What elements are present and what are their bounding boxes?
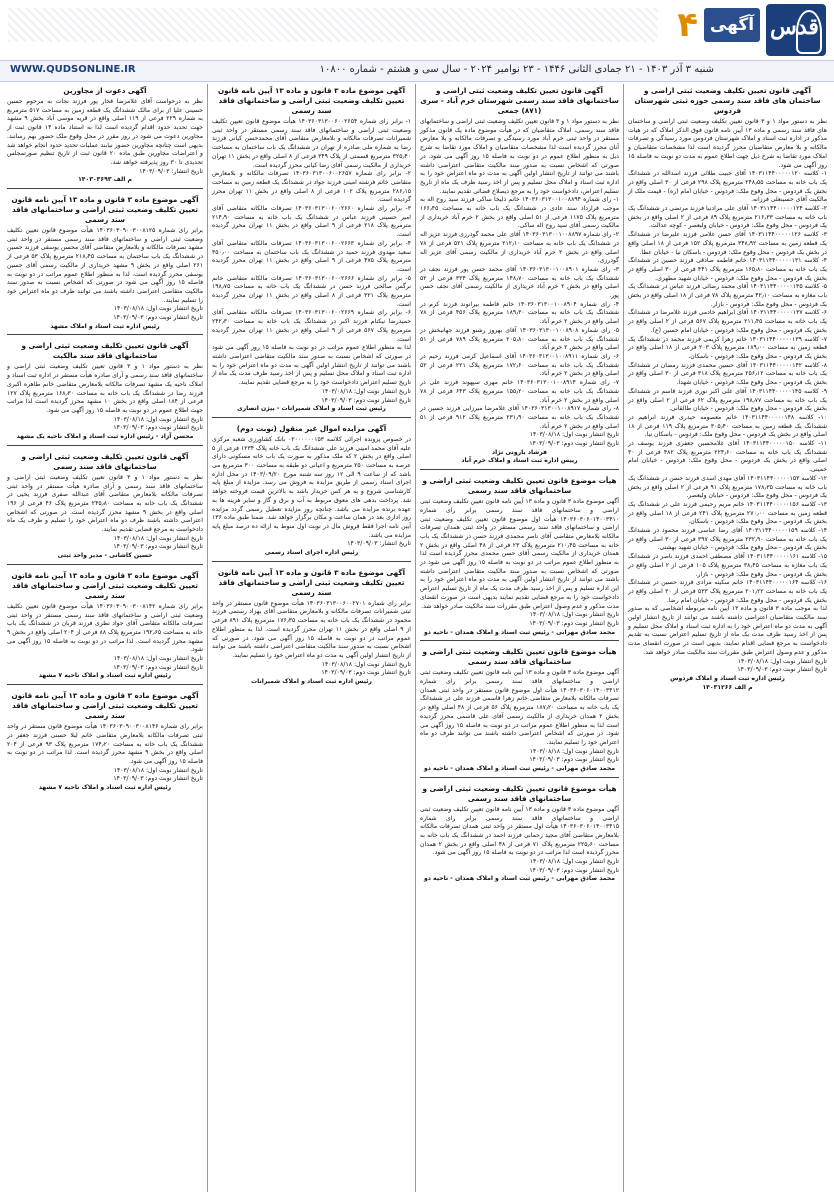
- notice-signature: رئیس اداره ثبت اسناد و املاک ناحیه ۷ مشهد: [38, 672, 172, 680]
- legal-notice: [212, 86, 411, 418]
- column-divider: [623, 84, 624, 1192]
- notice-title: آگهی موضوع ماده ۳ قانون و ماده ۱۳ آیین نامه قانون تعیین تکلیف وضعیت ثبتی اراضی و ساختمانهای فاقد سند رسمی: [11, 195, 199, 225]
- legal-notice: [420, 86, 619, 470]
- notice-separator: [7, 445, 203, 446]
- publication-dates: تاریخ انتشار نوبت اول: ۱۴۰۳/۰۸/۱۸ تاریخ انتشار نوبت دوم: ۱۴۰۳/۰۹/۰۳: [529, 431, 619, 448]
- notice-body: نظر به دستور مواد ۱ و ۳ قانون تعیین تکلیف وضعیت ثبتی اراضی و ساختمانهای فاقد سند رسمی و آرای صادره هیأت مستقر در اداره ثبت اسناد و املاک ناحیه یک مشهد تصرفات مالکانه بلامعارض متقاضی خانم طاهره اکبری فرزند رضا در ششدانگ یک باب خانه به مساحت ۱۶۸٫۳۰ مترمربع پلاک ۱۲۷ فرعی از ۱۸۴ اصلی واقع در بخش ۱۰ مشهد محرز گردیده است لذا مراتب جهت اطلاع عموم در دو نوبت به فاصله ۱۵ روز آگهی می شود.: [7, 363, 203, 414]
- publication-dates: تاریخ انتشار نوبت اول: ۱۴۰۳/۰۸/۱۸ تاریخ انتشار نوبت دوم: ۱۴۰۳/۰۹/۰۳: [113, 766, 203, 783]
- notice-title: آگهی قانون تعیین تکلیف وضعیت ثبتی اراضی و ساختمانهای فاقد سند رسمی: [21, 451, 189, 471]
- publication-dates: تاریخ انتشار نوبت اول: ۱۴۰۳/۰۸/۱۸ تاریخ انتشار نوبت دوم: ۱۴۰۳/۰۹/۰۳: [113, 415, 203, 432]
- notice-title: آگهی موضوع ماده ۳ قانون و ماده ۱۳ آیین نامه قانون تعیین تکلیف وضعیت ثبتی اراضی و ساختمانهای فاقد سند رسمی: [11, 570, 199, 600]
- notice-separator: [420, 777, 619, 778]
- publication-dates: تاریخ انتشار: ۱۴۰۳/۰۹/۰۳: [347, 540, 411, 548]
- notice-body: ۱- برابر رای شماره ۱۴۰۳۶۰۳۱۳۰۰۶۰۰۲۶۵۴ هیأت موضوع قانون تعیین تکلیف وضعیت ثبتی اراضی و ساختمانهای فاقد سند رسمی مستقر در واحد ثبتی شمیرانات تصرفات مالکانه و بلامعارض متقاضی آقای محمدحسن کیانی فرزند رضا به شماره ملی صادره از تهران در ششدانگ یک باب ساختمان به مساحت ۳۲۵٫۴۰ مترمربع قسمتی از پلاک ۳۴۹ فرعی از ۸ اصلی واقع در بخش ۱۱ تهران خریداری از مالکیت رسمی آقای رضا کیانی محرز گردیده است. ۲- برابر رای شماره ۱۴۰۳۶۰۳۱۳۰۰۶۰۰۲۶۵۷ تصرفات مالکانه و بلامعارض متقاضی خانم فرشته امینی فرزند جواد در ششدانگ یک قطعه زمین به مساحت ۲۸۶٫۱۵ مترمربع پلاک ۱۰۲ فرعی از ۸ اصلی واقع در بخش ۱۱ تهران محرز گردیده است. ۳- برابر رای شماره ۱۴۰۳۶۰۳۱۳۰۰۶۰۰۲۶۶۰ تصرفات مالکانه متقاضی آقای امیر حسینی فرزند عباس در ششدانگ یک باب خانه به مساحت ۲۱۴٫۹۰ مترمربع پلاک ۲۱۸ فرعی از ۹ اصلی واقع در بخش ۱۱ تهران محرز گردیده است. ۴- برابر رای شماره ۱۴۰۳۶۰۳۱۳۰۰۶۰۰۲۶۶۳ تصرفات مالکانه متقاضی آقای سعید مهدوی فرزند حمید در ششدانگ یک باب ساختمان به مساحت ۳۵۰٫۰۰ مترمربع پلاک ۴۷۵ فرعی از ۹ اصلی واقع در بخش ۱۱ تهران محرز گردیده است. ۵- برابر رای شماره ۱۴۰۳۶۰۳۱۳۰۰۶۰۰۲۶۶۶ تصرفات مالکانه متقاضی خانم نرگس صالحی فرزند حسن در ششدانگ یک باب خانه به مساحت ۱۹۸٫۷۵ مترمربع پلاک ۳۲۱ فرعی از ۸ اصلی واقع در بخش ۱۱ تهران محرز گردیده است. ۶- برابر رای شماره ۱۴۰۳۶۰۳۱۳۰۰۶۰۰۲۶۶۹ تصرفات مالکانه متقاضی آقای حمیدرضا نیکنام فرزند اکبر در ششدانگ یک باب خانه به مساحت ۲۴۲٫۳۰ مترمربع پلاک ۵۶۷ فرعی از ۹ اصلی واقع در بخش ۱۱ تهران محرز گردیده است. لذا به منظور اطلاع عموم مراتب در دو نوبت به فاصله ۱۵ روز آگهی می شود در صورتی که اشخاص نسبت به صدور سند مالکیت متقاضی اعتراضی داشته باشند می توانند از تاریخ انتشار اولین آگهی به مدت دو ماه اعتراض خود را به اداره ثبت اسناد و املاک محل تسلیم و پس از اخذ رسید ظرف مدت یک ماه از تاریخ تسلیم اعتراض دادخواست خود را به مرجع قضایی تقدیم نمایند.: [212, 118, 412, 387]
- notice-signature: محمد صادق مهرابی - رئیس ثبت اسناد و املاک همدان - ناحیه دو: [424, 875, 615, 883]
- quds-logo: [766, 4, 826, 56]
- notice-signature: رئیس اداره ثبت اسناد و املاک شمیرانات: [251, 678, 372, 686]
- notice-signature: فرشاد بارونی نژاد رییس اداره ثبت اسناد و املاک خرم آباد: [461, 448, 578, 465]
- notice-body: آگهی موضوع ماده ۳ قانون و ماده ۱۳ آیین نامه قانون تعیین تکلیف وضعیت ثبتی اراضی و ساختمانهای فاقد سند رسمی برابر رای شماره ۱۴۰۳۶۰۳۰۶۰۱۴۰۰۳۴۱۲ هیأت اول موضوع قانون مستقر در واحد ثبتی همدان تصرفات مالکانه بلامعارض متقاضی خانم زهرا قاسمی فرزند علی در ششدانگ یک باب خانه به مساحت ۱۸۷٫۲۰ مترمربع پلاک ۵۶ فرعی از ۴۸ اصلی واقع در بخش ۲ همدان خریداری از مالکیت رسمی آقای علی قاسمی محرز گردیده است لذا به منظور اطلاع عموم مراتب در دو نوبت به فاصله ۱۵ روز آگهی می شود. در صورتی که اشخاص اعتراضی داشته باشند می توانند ظرف دو ماه اعتراض خود را تسلیم نمایند.: [420, 669, 619, 746]
- notice-title: هیأت موضوع قانون تعیین تکلیف وضعیت ثبتی اراضی و ساختمانهای فاقد سند رسمی: [422, 476, 617, 496]
- notice-signature: رئیس اداره ثبت اسناد و املاک فردوس م الف ۱۴۰۳۱۲۶۶: [670, 675, 785, 691]
- notice-title: آگهی دعوت از مجاورین: [63, 86, 147, 95]
- publication-dates: تاریخ انتشار نوبت اول: ۱۴۰۳/۰۸/۱۸ تاریخ انتشار نوبت دوم: ۱۴۰۳/۰۹/۰۳: [113, 305, 203, 322]
- publication-dates: تاریخ انتشار نوبت اول: ۱۴۰۳/۰۸/۱۸ تاریخ انتشار نوبت دوم: ۱۴۰۳/۰۹/۰۳: [529, 747, 619, 764]
- publication-dates: تاریخ انتشار نوبت اول: ۱۴۰۳/۰۸/۱۸ تاریخ انتشار نوبت دوم: ۱۴۰۳/۰۹/۰۳: [321, 660, 411, 677]
- notice-column-2: [417, 84, 622, 1192]
- notice-signature: رئیس ثبت اسناد و املاک شمیرانات - بیژن انصاری: [237, 405, 386, 413]
- notice-body: در خصوص پرونده اجرائی کلاسه ۰۲۰۰۰۰۰۰۱۵۳ بانک کشاورزی شعبه مرکزی علیه آقای محمد امینی فرزند علی ششدانگ یک باب خانه پلاک ۱۲۳۴ فرعی از ۵ اصلی واقع در بخش ۲ که ملک مذکور به صورت یک باب خانه مسکونی دارای عرصه به مساحت ۲۵۰ مترمربع و اعیانی دو طبقه به مساحت ۳۰۰ مترمربع می باشد که از ساعت ۹ الی ۱۲ روز سه شنبه مورخ ۱۴۰۳/۰۹/۲۰ در محل اداره اجرای اسناد رسمی از طریق مزایده به فروش می رسد. مزایده از مبلغ پایه کارشناسی شروع و به هر کس خریدار باشد به بالاترین قیمت فروخته خواهد شد. پرداخت بدهی های معوق مربوط به آب و برق و گاز و سایر هزینه ها به عهده برنده مزایده می باشد. چنانچه روز مزایده تعطیل رسمی گردد مزایده روز اداری بعد در همان ساعت و مکان برگزار خواهد شد. ضمنا طبق ماده ۱۳۶ آیین نامه اجرا فقط فروش مال در نوبت اول منوط به ارائه ده درصد مبلغ پایه مزایده می باشد.: [212, 435, 411, 539]
- notice-separator: [212, 417, 411, 418]
- notice-body: نظر به دستور مواد ۱ و ۳ قانون تعیین تکلیف وضعیت ثبتی اراضی و ساختمان های فاقد سند رسمی و ماده ۱۳ آیین نامه قانون فوق الذکر املاک که در هیات مذکور در اداره ثبت اسناد و املاک شهرستان فردوس مورد رسیدگی و تصرفات مالکانه و بلا معارض متقاضیان محرز گردیده است لذا مشخصات متقاضیان و املاک مورد تقاضا به شرح ذیل جهت اطلاع عموم به مدت دو نوبت به فاصله ۱۵ روز آگهی می شود. ۱- کلاسه ۱۴۰۳۱۱۴۴۰۰۰۰۰۱۲۰ آقای حبیب طلائی فرزند اسدالله در ششدانگ یک باب خانه به مساحت ۲۴۸٫۵۵ مترمربع پلاک ۲۹۸ فرعی از ۳۰ اصلی واقع در بخش یک فردوس - محل وقوع ملک: فردوس - خیابان امام (ره) - قیمت ملک از مالکیت آقای حسینعلی فرزانه. ۲- کلاسه ۱۴۰۳۱۱۴۴۰۰۰۰۰۱۲۴ آقای علی مرادنیا فرزند مرتضی در ششدانگ یک باب خانه به مساحت ۲۱۶٫۳۳ مترمربع پلاک ۸۹ فرعی از ۲ اصلی واقع در بخش یک فردوس - محل وقوع ملک: فردوس - خیابان ولیعصر - کوچه عدالت. ۳- کلاسه ۱۴۰۳۱۱۴۴۰۰۰۰۰۱۲۶ آقای حسن غلامی فرزند علیرضا در ششدانگ یک قطعه زمین به مساحت ۳۴۸٫۹۲ مترمربع پلاک ۱۵۲ فرعی از ۱۸ اصلی واقع در بخش یک فردوس - محل وقوع ملک: فردوس - باسکان نیا - خیابان عطا. ۴- کلاسه ۱۴۰۳۱۱۴۴۰۰۰۰۰۱۳۱ خانم فاطمه صادقی فرزند حسین در ششدانگ یک باب خانه به مساحت ۱۶۵٫۸۰ مترمربع پلاک ۴۴۱ فرعی از ۳۰ اصلی واقع در بخش یک فردوس - محل وقوع ملک: فردوس - خیابان شهید مطهری. ۵- کلاسه ۱۴۰۳۱۱۴۴۰۰۰۰۰۱۳۵ آقای محمد رضائی فرزند عباس در ششدانگ یک باب مغازه به مساحت ۴۲٫۱۰ مترمربع پلاک ۷۸ فرعی از ۱۸ اصلی واقع در بخش یک فردوس - محل وقوع ملک: فردوس - بازار. ۶- کلاسه ۱۴۰۳۱۱۴۴۰۰۰۰۰۱۳۷ آقای ابراهیم خادمی فرزند غلامرضا در ششدانگ یک باب خانه به مساحت ۲۱۱٫۴۵ مترمربع پلاک ۵۶۷ فرعی از ۲ اصلی واقع در بخش یک فردوس - محل وقوع ملک: فردوس - خیابان امام حسین (ع). ۷- کلاسه ۱۴۰۳۱۱۴۴۰۰۰۰۰۱۳۹ خانم زهرا کریمی فرزند محمد در ششدانگ یک قطعه زمین به مساحت ۱۸۹٫۰۰ مترمربع پلاک ۲۰۳ فرعی از ۱۸ اصلی واقع در بخش یک فردوس - محل وقوع ملک: فردوس - باسکان. ۸- کلاسه ۱۴۰۳۱۱۴۴۰۰۰۰۰۱۴۲ آقای حسین محمدی فرزند رمضان در ششدانگ یک باب خانه به مساحت ۲۵۶٫۱۲ مترمربع پلاک ۳۱۸ فرعی از ۳۰ اصلی واقع در بخش یک فردوس - محل وقوع ملک: فردوس - خیابان شهدا. ۹- کلاسه ۱۴۰۳۱۱۴۴۰۰۰۰۰۱۴۵ آقای علی اکبر نوری فرزند قاسم در ششدانگ یک باب خانه به مساحت ۱۹۸٫۷۷ مترمربع پلاک ۶۲ فرعی از ۲ اصلی واقع در بخش یک فردوس - محل وقوع ملک: فردوس - خیابان طالقانی. ۱۰- کلاسه ۱۴۰۳۱۱۴۴۰۰۰۰۰۱۴۸ خانم معصومه حیدری فرزند ابراهیم در ششدانگ یک قطعه زمین به مساحت ۳۰۵٫۴۰ مترمربع پلاک ۱۱۹ فرعی از ۱۸ اصلی واقع در بخش یک فردوس - محل وقوع ملک: فردوس - باسکان نیا. ۱۱- کلاسه ۱۴۰۳۱۱۴۴۰۰۰۰۰۱۵۰ آقای غلامحسین جعفری فرزند یوسف در ششدانگ یک باب خانه به مساحت ۲۲۴٫۶۰ مترمربع پلاک ۴۸۲ فرعی از ۳۰ اصلی واقع در بخش یک فردوس - محل وقوع ملک: فردوس - خیابان امام خمینی. ۱۲- کلاسه ۱۴۰۳۱۱۴۴۰۰۰۰۰۱۵۳ آقای مهدی اسدی فرزند حسن در ششدانگ یک باب خانه به مساحت ۱۷۸٫۳۵ مترمربع پلاک ۹۱ فرعی از ۲ اصلی واقع در بخش یک فردوس - محل وقوع ملک: فردوس - خیابان ولیعصر. ۱۳- کلاسه ۱۴۰۳۱۱۴۴۰۰۰۰۰۱۵۶ خانم مریم رحیمی فرزند علی در ششدانگ یک قطعه زمین به مساحت ۲۷۰٫۰۰ مترمربع پلاک ۲۴۱ فرعی از ۱۸ اصلی واقع در بخش یک فردوس - محل وقوع ملک: فردوس - باسکان. ۱۴- کلاسه ۱۴۰۳۱۱۴۴۰۰۰۰۰۱۵۹ آقای رضا عباسی فرزند محمود در ششدانگ یک باب خانه به مساحت ۲۳۲٫۹۰ مترمربع پلاک ۳۹۷ فرعی از ۳۰ اصلی واقع در بخش یک فردوس - محل وقوع ملک: فردوس - خیابان شهید بهشتی. ۱۵- کلاسه ۱۴۰۳۱۱۴۴۰۰۰۰۰۱۶۱ آقای مصطفی احمدی فرزند ناصر در ششدانگ یک باب مغازه به مساحت ۳۸٫۴۵ مترمربع پلاک ۱۰۵ فرعی از ۲ اصلی واقع در بخش یک فردوس - محل وقوع ملک: فردوس - بازار. ۱۶- کلاسه ۱۴۰۳۱۱۴۴۰۰۰۰۰۱۶۴ خانم سکینه مرادی فرزند حسین در ششدانگ یک باب خانه به مساحت ۲۰۱٫۲۲ مترمربع پلاک ۵۳۳ فرعی از ۳۰ اصلی واقع در بخش یک فردوس - محل وقوع ملک: فردوس - خیابان امام رضا. لذا به موجب ماده ۳ قانون و ماده ۱۳ آیین نامه مربوطه اشخاصی که به صدور سند مالکیت متقاضیان اعتراضی داشته باشند می توانند از تاریخ انتشار اولین آگهی به مدت دو ماه اعتراض خود را به اداره ثبت اسناد و املاک محل تسلیم و پس از اخذ رسید ظرف مدت یک ماه از تاریخ تسلیم اعتراض نسبت به تقدیم دادخواست به مرجع قضایی اقدام نمایند. بدیهی است در صورت انقضای مدت مذکور و عدم وصول اعتراض طبق مقررات سند مالکیت صادر خواهد شد.: [628, 118, 828, 656]
- publication-dates: تاریخ انتشار نوبت اول: ۱۴۰۳/۰۸/۱۸ تاریخ انتشار نوبت دوم: ۱۴۰۳/۰۹/۰۳: [529, 611, 619, 627]
- notice-body: برابر رای شماره ۱۴۰۳۶۰۳۰۹۰۰۳۰۰۸۱۲۵ هیأت موضوع قانون تعیین تکلیف وضعیت ثبتی اراضی و ساختمانهای فاقد سند رسمی مستقر در واحد ثبتی مشهد تصرفات مالکانه و بلامعارض متقاضی آقای محسن یوسفی فرزند حسین در ششدانگ یک باب ساختمان به مساحت ۲۱۸٫۴۵ مترمربع پلاک ۵۳ فرعی از ۲۶۱ اصلی واقع در بخش ۹ مشهد خریداری از مالکیت رسمی آقای حسین یوسفی محرز گردیده است. لذا به منظور اطلاع عموم مراتب در دو نوبت به فاصله ۱۵ روز آگهی می شود در صورتی که اشخاص نسبت به صدور سند مالکیت متقاضی اعتراضی داشته باشند می توانند ظرف دو ماه اعتراض خود را تسلیم نمایند.: [7, 227, 204, 304]
- notice-body: آگهی موضوع ماده ۳ قانون و ماده ۱۳ آیین نامه قانون تعیین تکلیف وضعیت ثبتی اراضی و ساختمانهای فاقد سند رسمی برابر رای شماره ۱۴۰۳۶۰۳۰۶۰۱۴۰۰۳۴۱۰ هیأت اول موضوع قانون تعیین تکلیف وضعیت ثبتی اراضی و ساختمانهای فاقد سند رسمی مستقر در واحد ثبتی همدان تصرفات مالکانه بلامعارض متقاضی آقای ناصر محمدی فرزند حسن در ششدانگ یک باب خانه به مساحت ۲۱۰٫۴۵ مترمربع پلاک ۲۳ فرعی از ۴۸ اصلی واقع در بخش ۲ همدان خریداری از مالکیت رسمی آقای حسن محمدی محرز گردیده است لذا به منظور اطلاع عموم مراتب در دو نوبت به فاصله ۱۵ روز آگهی می شود در صورتی که اشخاص نسبت به صدور سند مالکیت متقاضی اعتراضی داشته باشند می توانند از تاریخ انتشار اولین آگهی به مدت دو ماه اعتراض خود را به این اداره تسلیم و پس از اخذ رسید ظرف مدت یک ماه از تاریخ تسلیم اعتراض دادخواست خود را به مرجع قضایی تقدیم نمایند بدیهی است در صورت انقضای مدت مذکور و عدم وصول اعتراض طبق مقررات سند مالکیت صادر خواهد شد.: [420, 498, 620, 610]
- notice-title: آگهی قانون تعیین تکلیف وضعیت ثبتی اراضی و ساختمانهای فاقد سند رسمی شهرستان خرم آباد - سری (۸۷۱) جمعی: [420, 86, 619, 115]
- notice-column-1: [625, 84, 830, 1192]
- notice-signature: رئیس اداره ثبت اسناد و املاک ناحیه ۷ مشهد: [38, 784, 172, 792]
- legal-notice: [7, 691, 203, 793]
- legal-notice: [7, 571, 203, 685]
- notice-title: آگهی قانون تعیین تکلیف وضعیت ثبتی اراضی و ساختمان های فاقد سند رسمی حوزه ثبتی شهرستان فردوس: [634, 86, 821, 115]
- dateline-bar: [0, 60, 834, 82]
- notice-title: آگهی قانون تعیین تکلیف وضعیت ثبتی اراضی و ساختمانهای فاقد سند مالکیت: [21, 341, 189, 361]
- notice-title: آگهی موضوع ماده ۳ قانون و ماده ۱۳ آیین نامه قانون تعیین تکلیف وضعیت ثبتی اراضی و ساختمانهای فاقد سند رسمی: [217, 567, 406, 597]
- legal-notice: [420, 784, 619, 884]
- legal-notice: [212, 568, 411, 687]
- notice-separator: [420, 469, 619, 470]
- notice-body: نظر به دستور مواد ۱ و ۳ قانون تعیین تکلیف وضعیت ثبتی اراضی و ساختمانهای فاقد سند رسمی و آرای صادره هیأت مستقر در واحد ثبتی تصرفات مالکانه بلامعارض متقاضی آقای عبدالله صفری فرزند یحیی در ششدانگ یک باب خانه به مساحت ۲۴۵٫۸۰ مترمربع پلاک ۴۶ فرعی از ۱۹۶ اصلی واقع در بخش ۹ مشهد محرز گردیده است. در صورتی که اشخاص اعتراضی داشته باشند ظرف دو ماه اعتراض خود را تسلیم و ظرف یک ماه دادخواست به مرجع قضایی تقدیم نمایند.: [7, 473, 203, 534]
- notice-title: آگهی موضوع ماده ۳ قانون و ماده ۱۳ آیین نامه قانون تعیین تکلیف وضعیت ثبتی اراضی و ساختمانهای فاقد سند رسمی: [217, 86, 406, 115]
- notice-title: هیأت موضوع قانون تعیین تکلیف وضعیت ثبتی اراضی و ساختمانهای فاقد سند رسمی: [422, 783, 617, 803]
- website-link[interactable]: WWW.QUDSONLINE.IR: [10, 64, 136, 75]
- notice-title: هیأت موضوع قانون تعیین تکلیف وضعیت ثبتی اراضی و ساختمانهای فاقد سند رسمی: [422, 647, 617, 667]
- publication-dates: تاریخ انتشار نوبت اول: ۱۴۰۳/۰۸/۱۸ تاریخ انتشار نوبت دوم: ۱۴۰۳/۰۹/۰۳: [113, 534, 203, 551]
- notice-body: برابر رای شماره ۱۴۰۳۶۰۳۰۹۰۰۳۰۰۸۱۴۶ هیأت موضوع قانون مستقر در واحد ثبتی تصرفات مالکانه بلامعارض متقاضی خانم لیلا حسنی فرزند جعفر در ششدانگ یک باب خانه به مساحت ۱۷۴٫۲۰ مترمربع پلاک ۹۳ فرعی از ۲۰۴ اصلی واقع در بخش ۹ مشهد محرز گردیده است. لذا مراتب در دو نوبت به فاصله ۱۵ روز آگهی می شود.: [7, 723, 203, 765]
- publication-dates: تاریخ انتشار نوبت اول: ۱۴۰۳/۰۸/۱۸ تاریخ انتشار نوبت دوم: ۱۴۰۳/۰۹/۰۳: [113, 655, 203, 671]
- notice-title: آگهی موضوع ماده ۳ قانون و ماده ۱۳ آیین نامه قانون تعیین تکلیف وضعیت ثبتی اراضی و ساختمانهای فاقد سند رسمی: [11, 691, 199, 721]
- notice-title: آگهی مزایده اموال غیر منقول (نوبت دوم): [236, 423, 387, 433]
- page-header: [0, 0, 834, 58]
- notice-signature: رئیس اداره ثبت اسناد و املاک مشهد: [50, 322, 160, 330]
- legal-notice: [7, 452, 203, 565]
- legal-notice: [7, 86, 203, 189]
- notice-signature: محسن آزاد - رئیس اداره ثبت اسناد و املاک ناحیه یک مشهد: [16, 433, 194, 441]
- notice-body: نظر به دستور مواد ۱ و ۳ قانون تعیین تکلیف وضعیت ثبتی اراضی و ساختمانهای فاقد سند رسمی، املاک متقاضیان که در هیأت موضوع ماده یک قانون مذکور مستقر در واحد ثبتی خرم آباد مورد رسیدگی و تصرفات مالکانه و بلا معارض آنان محرز گردیده است لذا مشخصات متقاضیان و املاک مورد تقاضا به شرح ذیل به منظور اطلاع عموم در دو نوبت به فاصله ۱۵ روز آگهی می شود. در صورتی که اشخاص نسبت به صدور سند مالکیت متقاضی اعتراضی داشته باشند می توانند از تاریخ انتشار اولین آگهی به مدت دو ماه اعتراض خود را به اداره ثبت اسناد و املاک محل تسلیم و پس از اخذ رسید ظرف یک ماه از تاریخ تسلیم اعتراض، دادخواست خود را به مرجع ذیصلاح قضائی تقدیم نمایند. ۱- رای شماره ۱۴۰۳۶۰۳۱۳۰۰۱۰۰۸۸۹۴ خانم ذلیخا ساکی فرزند سید روح اله به موجب قرارداد سند عادی در ششدانگ یک باب خانه به مساحت ۱۶۶٫۴۵ مترمربع پلاک ۱۱۷۵ فرعی از ۵۱ اصلی واقع در بخش ۲ خرم آباد خریداری از مالکیت رسمی آقای سید روح اله ساکی. ۲- رای شماره ۱۴۰۳۶۰۳۱۳۰۰۱۰۰۸۸۹۷ آقای علی محمد گودرزی فرزند عزیز اله در ششدانگ یک باب خانه به مساحت ۲۱۲٫۱۰ مترمربع پلاک ۵۲۱ فرعی از ۷۸ اصلی واقع در بخش ۲ خرم آباد خریداری از مالکیت رسمی آقای عزیز اله گودرزی. ۳- رای شماره ۱۴۰۳۶۰۳۱۳۰۰۱۰۰۸۹۰۱ آقای محمد حسن پور فرزند نجف در ششدانگ یک باب خانه به مساحت ۱۴۸٫۷۰ مترمربع پلاک ۳۳۴ فرعی از ۵۲ اصلی واقع در بخش ۲ خرم آباد خریداری از مالکیت رسمی آقای نجف حسن پور. ۴- رای شماره ۱۴۰۳۶۰۳۱۳۰۰۱۰۰۸۹۰۴ خانم فاطمه بیرانوند فرزند کرم در ششدانگ یک باب خانه به مساحت ۱۸۹٫۳۰ مترمربع پلاک ۴۵۶ فرعی از ۷۸ اصلی واقع در بخش ۲ خرم آباد. ۵- رای شماره ۱۴۰۳۶۰۳۱۳۰۰۱۰۰۸۹۰۸ آقای بهروز رشنو فرزند جهانبخش در ششدانگ یک باب خانه به مساحت ۲۰۵٫۸۰ مترمربع پلاک ۷۸۹ فرعی از ۵۱ اصلی واقع در بخش ۲ خرم آباد. ۶- رای شماره ۱۴۰۳۶۰۳۱۳۰۰۱۰۰۸۹۱۱ آقای اسماعیل کرمی فرزند رحیم در ششدانگ یک باب خانه به مساحت ۱۷۲٫۶۰ مترمربع پلاک ۲۲۱ فرعی از ۵۲ اصلی واقع در بخش ۲ خرم آباد. ۷- رای شماره ۱۴۰۳۶۰۳۱۳۰۰۱۰۰۸۹۱۴ خانم مهری سپهوند فرزند علی در ششدانگ یک باب خانه به مساحت ۱۵۵٫۲۰ مترمربع پلاک ۶۴۳ فرعی از ۷۸ اصلی واقع در بخش ۲ خرم آباد. ۸- رای شماره ۱۴۰۳۶۰۳۱۳۰۰۱۰۰۸۹۱۷ آقای غلامرضا میرزایی فرزند حسین در ششدانگ یک باب خانه به مساحت ۲۳۱٫۹۰ مترمربع پلاک ۹۱۲ فرعی از ۵۱ اصلی واقع در بخش ۲ خرم آباد.: [420, 118, 620, 430]
- notice-body: برابر رای شماره ۱۴۰۳۶۰۳۰۹۰۰۳۰۰۸۱۴۲ هیأت موضوع قانون تعیین تکلیف وضعیت ثبتی اراضی و ساختمانهای فاقد سند رسمی مستقر در واحد ثبتی تصرفات مالکانه متقاضی آقای جواد نظری فرزند قربان در ششدانگ یک باب خانه به مساحت ۱۹۲٫۶۵ مترمربع پلاک ۸۸ فرعی از ۲۰۴ اصلی واقع در بخش ۹ مشهد محرز گردیده است. لذا مراتب در دو نوبت به فاصله ۱۵ روز آگهی می شود.: [7, 602, 204, 654]
- header-pattern: [8, 8, 658, 42]
- notice-body: نظر به درخواست آقای غلامرضا فخار پور فرزند نجات به مرحوم حسین حسینی علیا از برای مالک ششدانگ یک قطعه زمین به مساحت ۵۱۷ مترمربع به شماره ۲۲۹ فرعی از ۱۱۹ اصلی واقع در قریه موسی آباد بخش ۹ مشهد جهت تحدید حدود اقدام گردیده است لذا به استناد ماده ۱۴ قانون ثبت از مجاورین دعوت می شود در روز مقرر در محل وقوع ملک حضور بهم رسانند. بدیهی است چنانچه مجاورین حضور نیابند عملیات تحدید حدود انجام خواهد شد و اعتراضات مجاورین طبق ماده ۲۰ قانون ثبت از تاریخ تنظیم صورتمجلس تحدیدی تا ۳۰ روز پذیرفته خواهد شد.: [7, 98, 204, 166]
- notice-body: برابر رای شماره ۱۴۰۳۶۰۳۱۳۰۰۶۰۰۲۷۰۱ هیأت موضوع قانون مستقر در واحد ثبتی شمیرانات تصرفات مالکانه و بلامعارض متقاضی آقای بهزاد رستمی فرزند محمود در ششدانگ یک باب خانه به مساحت ۱۷۶٫۳۵ مترمربع پلاک ۸۹۱ فرعی از ۹ اصلی واقع در بخش ۱۱ تهران محرز گردیده است. لذا به منظور اطلاع عموم مراتب در دو نوبت به فاصله ۱۵ روز آگهی می شود. در صورتی که اشخاص نسبت به صدور سند مالکیت متقاضی اعتراضی داشته باشند می توانند از تاریخ انتشار اولین آگهی به مدت دو ماه اعتراض خود را تسلیم نمایند.: [212, 599, 412, 659]
- column-divider: [415, 84, 416, 1192]
- logo-text: قدس: [770, 14, 819, 40]
- legal-notice: [628, 86, 827, 692]
- legal-notice: [7, 341, 203, 445]
- notice-signature: محمد صادق مهرابی - رئیس ثبت اسناد و املاک همدان - ناحیه دو: [424, 628, 615, 636]
- legal-notice: [212, 424, 411, 562]
- notice-signature: محمد صادق مهرابی - رئیس ثبت اسناد و املاک همدان - ناحیه دو: [424, 765, 615, 773]
- notice-signature: رئیس اداره اجرای اسناد رسمی: [264, 549, 359, 557]
- issue-dateline: شنبه ۳ آذر ۱۴۰۳ - ۲۱ جمادی الثانی ۱۴۴۶ - ۲۳ نوامبر ۲۰۲۴ - سال سی و هشتم - شماره ۱۰۸۰۰: [319, 64, 714, 75]
- notice-separator: [7, 564, 203, 565]
- page-number: ۴: [677, 5, 698, 45]
- notice-signature: حسین کاشانی - مدیر واحد ثبتی: [57, 552, 153, 560]
- publication-dates: تاریخ انتشار نوبت اول: ۱۴۰۳/۰۸/۱۸ تاریخ انتشار نوبت دوم: ۱۴۰۳/۰۹/۰۳: [529, 858, 619, 874]
- publication-dates: تاریخ انتشار نوبت اول: ۱۴۰۳/۰۸/۱۸ تاریخ انتشار نوبت دوم: ۱۴۰۳/۰۹/۰۳: [321, 387, 411, 404]
- section-title: آگهی: [704, 8, 760, 42]
- publication-dates: تاریخ انتشار: ۱۴۰۳/۰۹/۰۳: [139, 167, 203, 175]
- notice-separator: [212, 561, 411, 562]
- legal-notice: [420, 647, 619, 777]
- notice-signature: م الف ۱۴۰۳۰۳۶۹۳: [78, 176, 132, 184]
- column-divider: [207, 84, 208, 1192]
- notice-separator: [7, 188, 203, 189]
- legal-notice: [7, 195, 203, 335]
- publication-dates: تاریخ انتشار نوبت اول: ۱۴۰۳/۰۸/۱۸ تاریخ انتشار نوبت دوم: ۱۴۰۳/۰۹/۰۳: [737, 657, 827, 674]
- notice-column-4: [4, 84, 206, 1192]
- notice-separator: [420, 640, 619, 641]
- notice-separator: [7, 684, 203, 685]
- notice-body: آگهی موضوع ماده ۳ قانون و ماده ۱۳ آیین نامه قانون تعیین تکلیف وضعیت ثبتی اراضی و ساختمانهای فاقد سند رسمی برابر رای شماره ۱۴۰۳۶۰۳۰۶۰۱۴۰۰۳۴۱۵ هیأت اول مستقر در واحد ثبتی همدان تصرفات مالکانه بلامعارض متقاضی آقای مجید رحمانی فرزند احمد در ششدانگ یک باب خانه به مساحت ۲۲۵٫۶۰ مترمربع پلاک ۷۱ فرعی از ۴۸ اصلی واقع در بخش ۲ همدان محرز گردیده است لذا مراتب در دو نوبت به فاصله ۱۵ روز آگهی می شود.: [420, 805, 620, 857]
- notice-column-3: [209, 84, 414, 1192]
- notice-separator: [7, 334, 203, 335]
- legal-notice: [420, 476, 619, 641]
